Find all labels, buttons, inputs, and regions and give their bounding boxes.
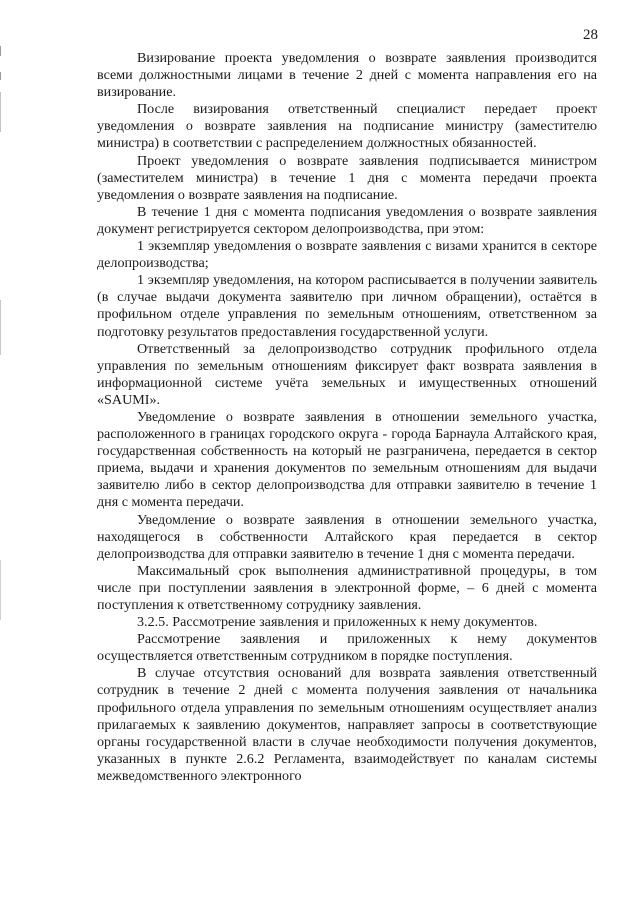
paragraph-vizirovanie: Визирование проекта уведомления о возврате заявления производится всеми должностными лицами в течение 2 дней с момента направления его на визирование. bbox=[97, 50, 597, 101]
paragraph-uvedomlenie-barnaul: Уведомление о возврате заявления в отношении земельного участка, расположенного в границах городского округа - города Барнаула Алтайского края, государственная собственность на который не разграничена, передается в сектор приема, выдачи и хранения документов по земельным отношениям для выдачи заявителю либо в сектор делопроизводства для отправки заявителю в течение 1 дня с момента передачи. bbox=[97, 408, 597, 511]
paragraph-ekzemplyar-2: 1 экземпляр уведомления, на котором расписывается в получении заявитель (в случае выдачи документа заявителю при личном обращении), остаётся в профильном отделе управления по земельным отношениям, ответственном за подготовку результатов предоставления государственной услуги. bbox=[97, 272, 597, 340]
scan-margin-mark bbox=[0, 560, 1, 620]
paragraph-proekt-podpisyvaetsya: Проект уведомления о возврате заявления подписывается министром (заместителем министра) в течение 1 дня с момента передачи проекта уведомления о возврате заявления на подписание. bbox=[97, 152, 597, 203]
paragraph-maksimalnyi-srok: Максимальный срок выполнения административной процедуры, в том числе при поступлении заявления в электронной форме, – 6 дней с момента поступления к ответственному сотруднику заявления. bbox=[97, 562, 597, 613]
paragraph-registratsiya: В течение 1 дня с момента подписания уведомления о возврате заявления документ регистрируется сектором делопроизводства, при этом: bbox=[97, 203, 597, 237]
scan-margin-mark bbox=[0, 72, 1, 80]
page-number: 28 bbox=[583, 27, 598, 43]
paragraph-rassmotrenie: Рассмотрение заявления и приложенных к нему документов осуществляется ответственным сотрудником в порядке поступления. bbox=[97, 631, 597, 665]
paragraph-uvedomlenie-altaiskiy-krai: Уведомление о возврате заявления в отношении земельного участка, находящегося в собственности Алтайского края передается в сектор делопроизводства для отправки заявителю в течение 1 дня с момента передачи. bbox=[97, 511, 597, 562]
scan-margin-mark bbox=[0, 46, 1, 56]
paragraph-posle-vizirovaniya: После визирования ответственный специалист передает проект уведомления о возврате заявления на подписание министру (заместителю министра) в соответствии с распределением должностных обязанностей. bbox=[97, 101, 597, 152]
paragraph-fiksatsiya-saumi: Ответственный за делопроизводство сотрудник профильного отдела управления по земельным отношениям фиксирует факт возврата заявления в информационной системе учёта земельных и имущественных отношений «SAUMI». bbox=[97, 340, 597, 408]
paragraph-otsutstvie-osnovaniy: В случае отсутствия оснований для возврата заявления ответственный сотрудник в течение 2 дней с момента получения заявления от начальника профильного отдела управления по земельным отношениям осуществляет анализ прилагаемых к заявлению документов, направляет запросы в соответствующие органы государственной власти в случае необходимости получения документов, указанных в пункте 2.6.2 Регламента, взаимодействует по каналам системы межведомственного электронного bbox=[97, 665, 597, 784]
scan-margin-mark bbox=[0, 300, 1, 355]
paragraph-ekzemplyar-1: 1 экземпляр уведомления о возврате заявления с визами хранится в секторе делопроизводства; bbox=[97, 238, 597, 272]
document-body bbox=[97, 50, 597, 785]
section-heading-3-2-5: 3.2.5. Рассмотрение заявления и приложенных к нему документов. bbox=[137, 614, 538, 631]
scan-margin-mark bbox=[0, 92, 1, 132]
